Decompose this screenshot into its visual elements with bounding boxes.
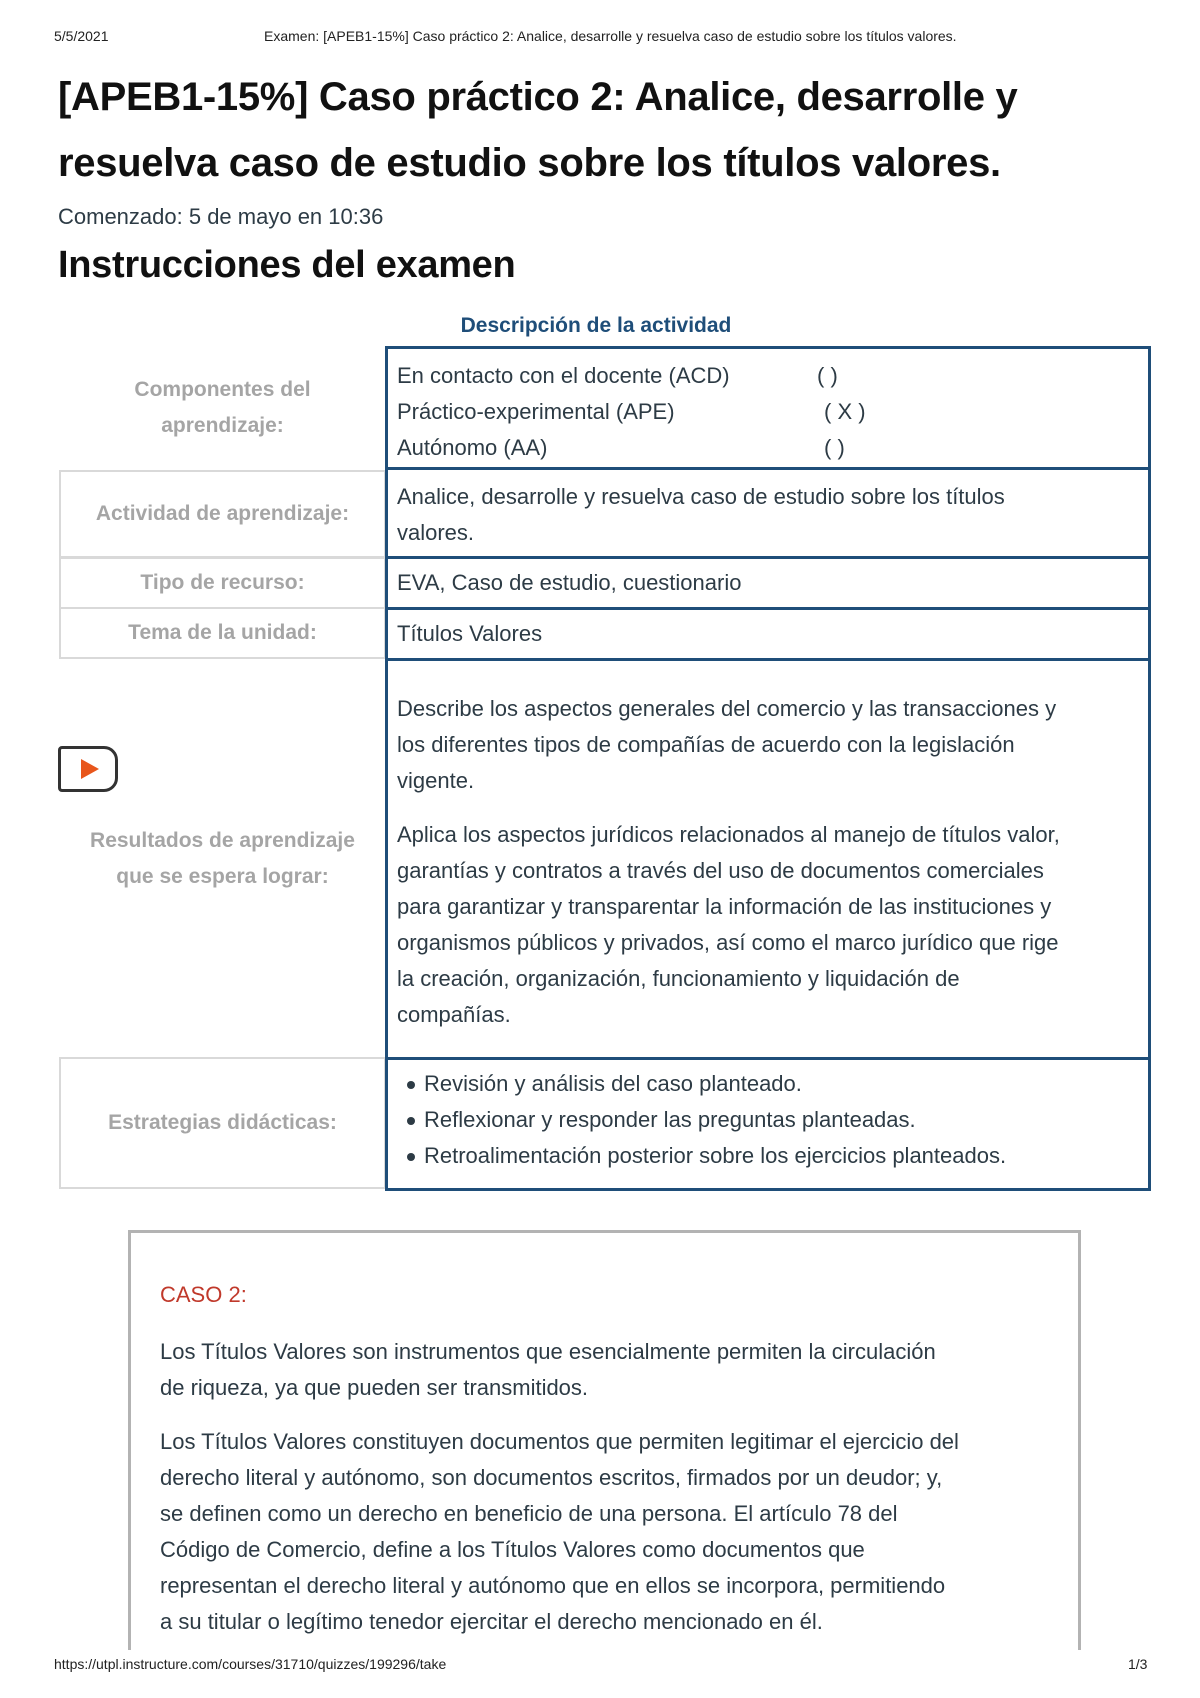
list-item: Reflexionar y responder las preguntas planteadas. bbox=[424, 1102, 1138, 1138]
activity-value-line1: Analice, desarrolle y resuelva caso de estudio sobre los títulos bbox=[397, 484, 1005, 509]
print-header bbox=[0, 28, 1200, 50]
page-title-line1: [APEB1-15%] Caso práctico 2: Analice, desarrolle y bbox=[58, 75, 1018, 119]
strategies-label: Estrategias didácticas: bbox=[59, 1057, 386, 1189]
components-value bbox=[385, 346, 1151, 470]
components-label-line1: Componentes del bbox=[134, 378, 311, 401]
case-line: Código de Comercio, define a los Títulos Valores como documentos que bbox=[160, 1537, 865, 1562]
print-footer bbox=[0, 1656, 1200, 1678]
strategies-value bbox=[385, 1057, 1151, 1191]
results-label bbox=[59, 820, 386, 898]
components-label-line2: aprendizaje: bbox=[161, 414, 284, 437]
result-paragraph bbox=[397, 691, 1138, 799]
result-line: Describe los aspectos generales del comercio y las transacciones y bbox=[397, 696, 1057, 721]
instructions-heading: Instrucciones del examen bbox=[58, 244, 516, 286]
activity-value bbox=[385, 467, 1151, 559]
result-line: la creación, organización, funcionamiento y liquidación de bbox=[397, 966, 960, 991]
list-item: Retroalimentación posterior sobre los ejercicios planteados. bbox=[424, 1138, 1138, 1174]
print-title: Examen: [APEB1-15%] Caso práctico 2: Analice, desarrolle y resuelva caso de estudio sobre los títulos valores. bbox=[264, 28, 957, 44]
component-item-mark: ( ) bbox=[824, 435, 845, 460]
component-item-mark: ( X ) bbox=[824, 399, 866, 424]
result-line: organismos públicos y privados, así como el marco jurídico que rige bbox=[397, 930, 1059, 955]
result-line: para garantizar y transparentar la información de las instituciones y bbox=[397, 894, 1052, 919]
quiz-started-time: Comenzado: 5 de mayo en 10:36 bbox=[58, 204, 384, 229]
case-paragraph bbox=[160, 1424, 1070, 1640]
component-item-name: Práctico-experimental (APE) bbox=[397, 399, 675, 424]
page-title-line2: resuelva caso de estudio sobre los títulos valores. bbox=[58, 141, 1001, 185]
case-line: derecho literal y autónomo, son documentos escritos, firmados por un deudor; y, bbox=[160, 1465, 943, 1490]
result-paragraph bbox=[397, 817, 1138, 1033]
component-item-name: Autónomo (AA) bbox=[397, 435, 548, 460]
unit-value: Títulos Valores bbox=[385, 607, 1151, 661]
print-date: 5/5/2021 bbox=[54, 28, 109, 44]
activity-label: Actividad de aprendizaje: bbox=[59, 470, 386, 558]
result-line: Aplica los aspectos jurídicos relacionados al manejo de títulos valor, bbox=[397, 822, 1060, 847]
component-item bbox=[397, 394, 1138, 430]
result-line: vigente. bbox=[397, 768, 475, 793]
component-item-name: En contacto con el docente (ACD) bbox=[397, 363, 730, 388]
case-line: representan el derecho literal y autónomo que en ellos se incorpora, permitiendo bbox=[160, 1573, 946, 1598]
result-line: compañías. bbox=[397, 1002, 511, 1027]
result-line: los diferentes tipos de compañías de acuerdo con la legislación bbox=[397, 732, 1015, 757]
results-label-line2: que se espera lograr: bbox=[116, 865, 329, 888]
component-item-mark: ( ) bbox=[817, 363, 838, 388]
case-line: Los Títulos Valores son instrumentos que esencialmente permiten la circulación bbox=[160, 1339, 936, 1364]
activity-value-line2: valores. bbox=[397, 520, 475, 545]
print-url[interactable]: https://utpl.instructure.com/courses/31710/quizzes/199296/take bbox=[54, 1656, 447, 1672]
resource-label: Tipo de recurso: bbox=[59, 557, 386, 609]
list-item: Revisión y análisis del caso planteado. bbox=[424, 1066, 1138, 1102]
unit-label: Tema de la unidad: bbox=[59, 607, 386, 659]
strategies-list bbox=[397, 1066, 1138, 1174]
case-line: Los Títulos Valores constituyen documentos que permiten legitimar el ejercicio del bbox=[160, 1429, 959, 1454]
page-title bbox=[58, 64, 1148, 196]
component-item bbox=[397, 430, 1138, 466]
results-value bbox=[385, 658, 1151, 1060]
result-line: garantías y contratos a través del uso de documentos comerciales bbox=[397, 858, 1044, 883]
component-item bbox=[397, 358, 1138, 394]
case-heading: CASO 2: bbox=[160, 1282, 247, 1307]
case-line: se definen como un derecho en beneficio de una persona. El artículo 78 del bbox=[160, 1501, 898, 1526]
case-paragraph bbox=[160, 1334, 1070, 1406]
results-label-line1: Resultados de aprendizaje bbox=[90, 829, 355, 852]
components-label bbox=[59, 346, 386, 470]
play-icon[interactable] bbox=[58, 746, 118, 792]
print-page-number: 1/3 bbox=[1128, 1656, 1148, 1672]
resource-value: EVA, Caso de estudio, cuestionario bbox=[385, 556, 1151, 610]
case-line: a su titular o legítimo tenedor ejercitar el derecho mencionado en él. bbox=[160, 1609, 823, 1634]
case-line: de riqueza, ya que pueden ser transmitidos. bbox=[160, 1375, 589, 1400]
table-caption: Descripción de la actividad bbox=[460, 314, 732, 337]
